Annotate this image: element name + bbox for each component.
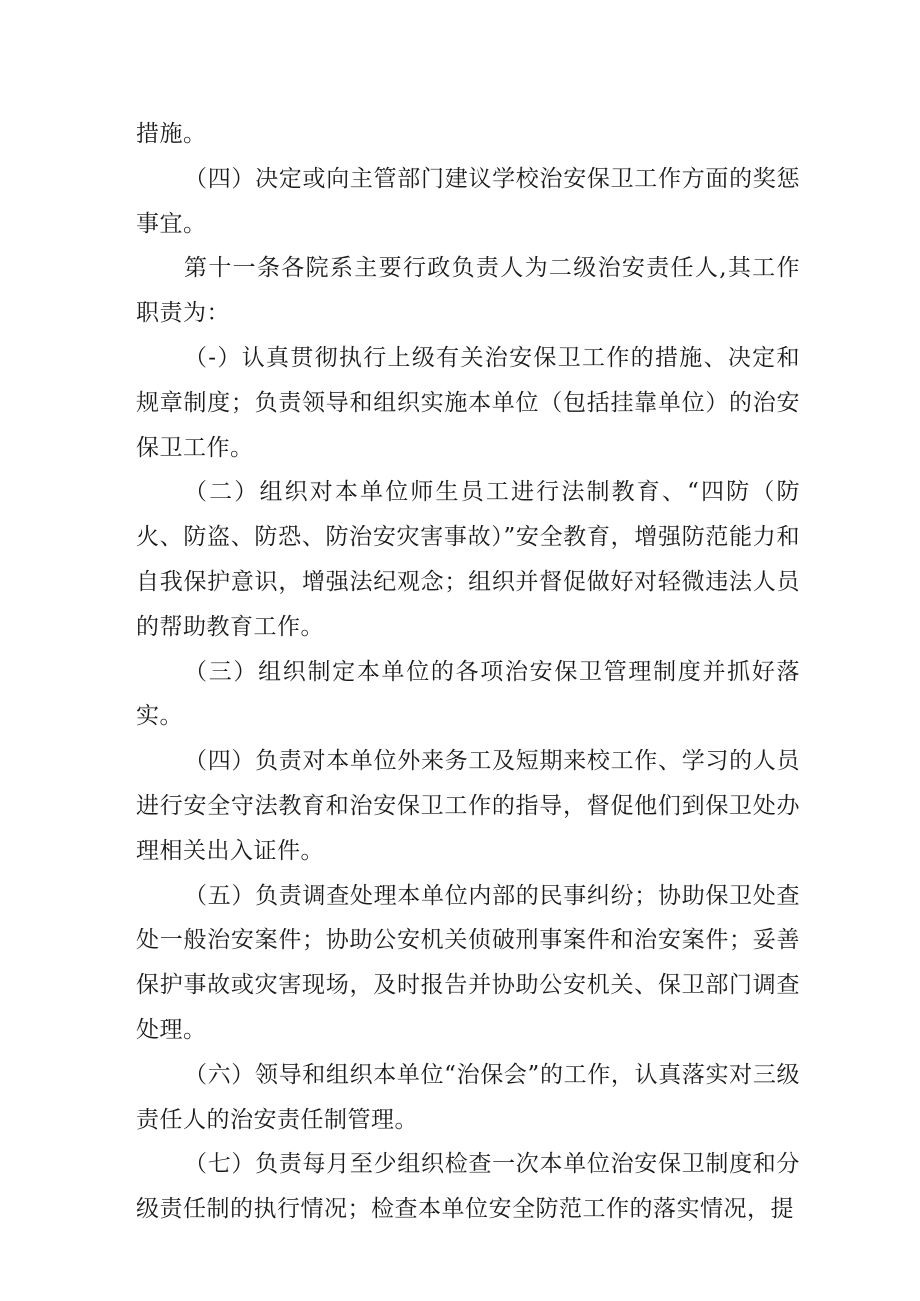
paragraph-item-1: （-）认真贯彻执行上级有关治安保卫工作的措施、决定和规章制度；负责领导和组织实施本单位（包括挂靠单位）的治安保卫工作。 xyxy=(136,344,800,461)
paragraph-item-2: （二）组织对本单位师生员工进行法制教育、“四防（防火、防盗、防恐、防治安灾害事故）”安全教育，增强防范能力和自我保护意识，增强法纪观念；组织并督促做好对轻微违法人员的帮助教育工作。 xyxy=(136,479,800,640)
paragraph-continuation: 措施。 xyxy=(136,121,207,147)
paragraph-item-7: （七）负责每月至少组织检查一次本单位治安保卫制度和分级责任制的执行情况；检查本单位安全防范工作的落实情况，提 xyxy=(136,1151,800,1223)
paragraph-item-4: （四）负责对本单位外来务工及短期来校工作、学习的人员进行安全守法教育和治安保卫工作的指导，督促他们到保卫处办理相关出入证件。 xyxy=(136,748,800,864)
paragraph-item-4-rewards: （四）决定或向主管部门建议学校治安保卫工作方面的奖惩事宜。 xyxy=(136,165,800,237)
paragraph-item-6: （六）领导和组织本单位“治保会”的工作，认真落实对三级责任人的治安责任制管理。 xyxy=(136,1061,800,1133)
paragraph-article-11: 第十一条各院系主要行政负责人为二级治安责任人,其工作职责为： xyxy=(136,255,800,327)
body-text xyxy=(136,112,800,1232)
paragraph-item-3: （三）组织制定本单位的各项治安保卫管理制度并抓好落实。 xyxy=(136,658,800,730)
paragraph-item-5: （五）负责调查处理本单位内部的民事纠纷；协助保卫处查处一般治安案件；协助公安机关侦破刑事案件和治安案件；妥善保护事故或灾害现场，及时报告并协助公安机关、保卫部门调查处理。 xyxy=(136,882,800,1043)
